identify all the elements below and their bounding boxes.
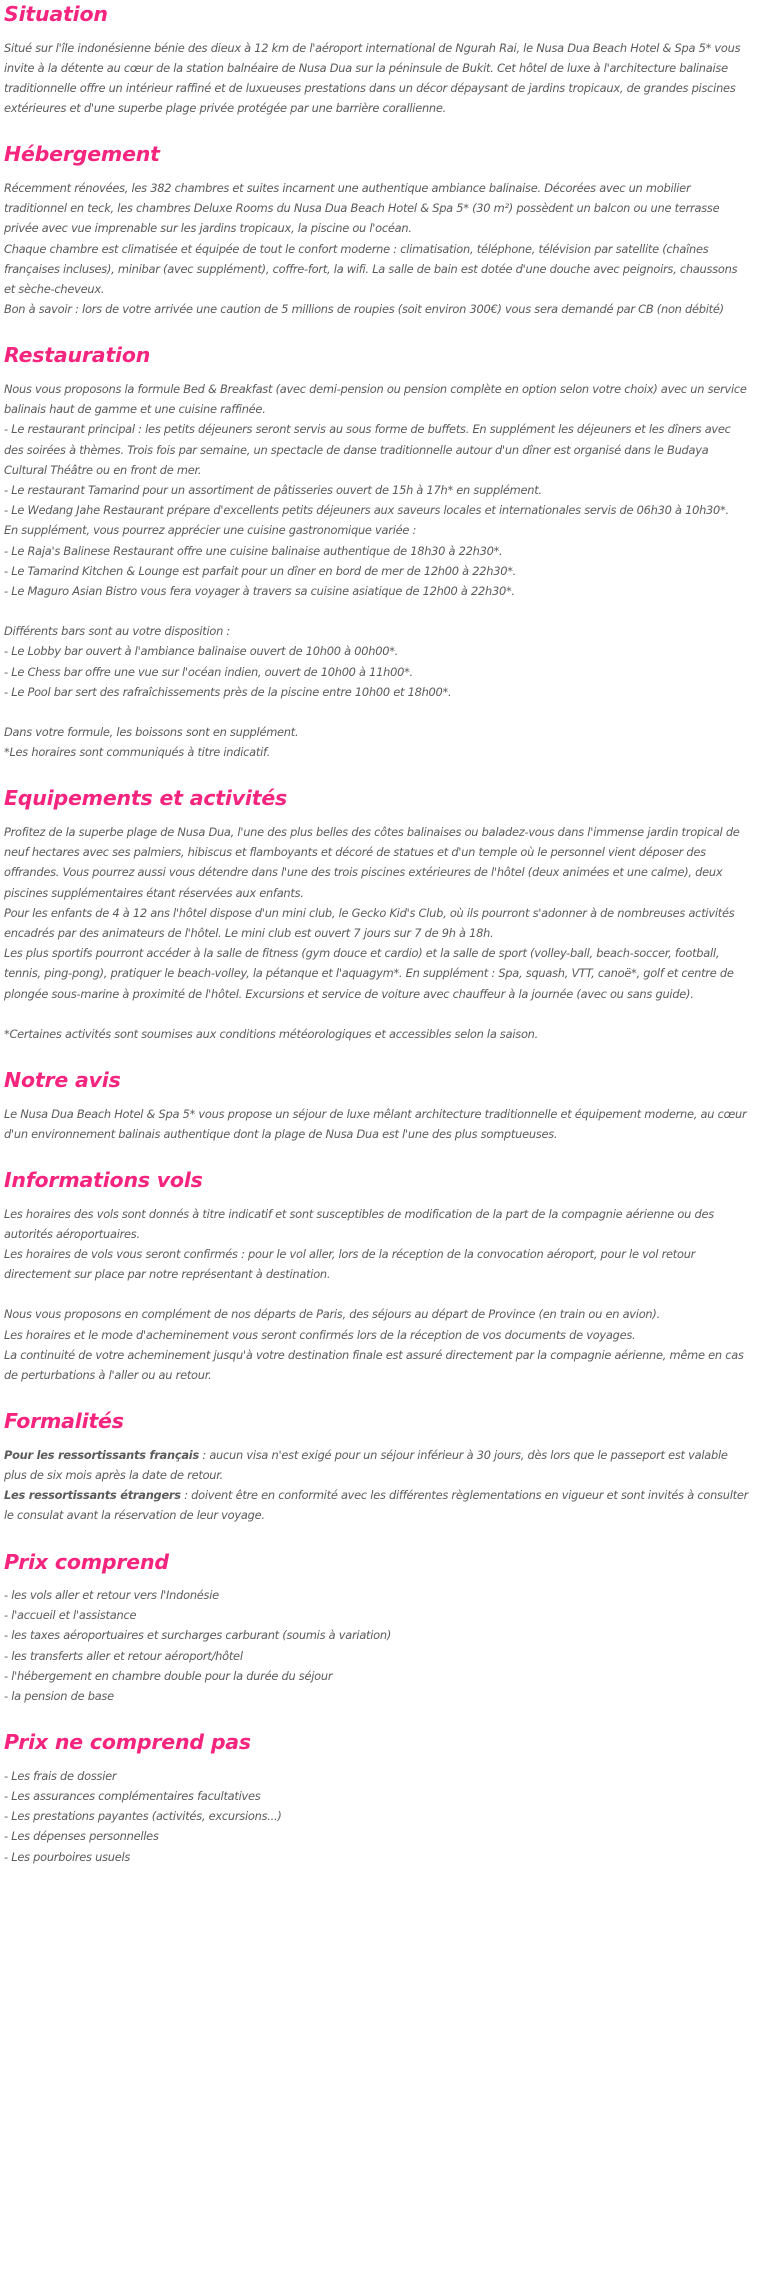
- list-item: - les vols aller et retour vers l'Indonésie: [4, 1588, 219, 1603]
- list-item: - Le Maguro Asian Bistro vous fera voyager à travers sa cuisine asiatique de 12h00 à 22h30*.: [4, 583, 515, 598]
- section-title-equipements: Equipements et activités: [4, 786, 288, 811]
- list-item: - Le restaurant Tamarind pour un assortiment de pâtisseries ouvert de 15h à 17h* en supplément.: [4, 482, 542, 497]
- list-item: - Les assurances complémentaires facultatives: [4, 1789, 261, 1804]
- list-item: - Le Wedang Jahe Restaurant prépare d'excellents petits déjeuners aux saveurs locales et internationales servis de 06h30 à 10h30*.: [4, 503, 729, 518]
- paragraph: Les plus sportifs pourront accéder à la salle de fitness (gym douce et cardio) et la salle de sport (volley-ball, beach-soccer, football, tennis, ping-pong), pratiquer le beach-volley, la pétanque et l'aquagym*. En supplément : Spa, squash, VTT, canoë*, golf et centre de plongée sous-marine à proximité de l'hôtel. Excursions et service de voiture avec chauffeur à la journée (avec ou sans guide).: [4, 946, 734, 1001]
- section-title-notre-avis: Notre avis: [4, 1067, 121, 1092]
- footnote: *Les horaires sont communiqués à titre indicatif.: [4, 745, 270, 760]
- section-restauration: [4, 344, 750, 762]
- paragraph: Nous vous proposons en complément de nos départs de Paris, des séjours au départ de Province (en train ou en avion).: [4, 1307, 660, 1322]
- paragraph: Différents bars sont au votre disposition :: [4, 624, 231, 639]
- document-page: [0, 3, 758, 1906]
- list-item: - Le Chess bar offre une vue sur l'océan indien, ouvert de 10h00 à 11h00*.: [4, 664, 413, 679]
- section-equipements: [4, 787, 750, 1044]
- list-item: - l'accueil et l'assistance: [4, 1608, 137, 1623]
- footnote: *Certaines activités sont soumises aux conditions météorologiques et accessibles selon la saison.: [4, 1026, 539, 1041]
- list-item: - Les frais de dossier: [4, 1768, 117, 1783]
- paragraph-rest: : doivent être en conformité avec les différentes règlementations en vigueur et sont invités à consulter le consulat avant la réservation de leur voyage.: [4, 1488, 749, 1523]
- blank-line: [4, 601, 750, 621]
- section-informations-vols: [4, 1169, 750, 1385]
- section-notre-avis: [4, 1069, 750, 1144]
- list-item: - l'hébergement en chambre double pour la durée du séjour: [4, 1668, 333, 1683]
- paragraph: - Le restaurant principal : les petits déjeuners seront servis au sous forme de buffets. En supplément les déjeuners et les dîners avec des soirées à thèmes. Trois fois par semaine, un spectacle de danse traditionnelle autour d'un dîner est organisé dans le Budaya Cultural Théâtre ou en front de mer.: [4, 422, 731, 477]
- list-item: - Le Tamarind Kitchen & Lounge est parfait pour un dîner en bord de mer de 12h00 à 22h30*.: [4, 563, 517, 578]
- section-hebergement: [4, 143, 750, 319]
- paragraph: [4, 1485, 750, 1525]
- paragraph: Les horaires des vols sont donnés à titre indicatif et sont susceptibles de modification de la part de la compagnie aérienne ou des autorités aéroportuaires.: [4, 1206, 714, 1241]
- section-title-situation: Situation: [4, 2, 108, 26]
- list-item: - Le Raja's Balinese Restaurant offre une cuisine balinaise authentique de 18h30 à 22h30*.: [4, 543, 503, 558]
- paragraph: Le Nusa Dua Beach Hotel & Spa 5* vous propose un séjour de luxe mêlant architecture traditionnelle et équipement moderne, au cœur d'un environnement balinais authentique dont la plage de Nusa Dua est l'une des plus somptueuses.: [4, 1106, 747, 1141]
- list-item: - les transferts aller et retour aéroport/hôtel: [4, 1648, 243, 1663]
- blank-line: [4, 702, 750, 722]
- paragraph: Dans votre formule, les boissons sont en supplément.: [4, 724, 299, 739]
- paragraph-lead: Les ressortissants étrangers: [4, 1488, 181, 1503]
- paragraph: Profitez de la superbe plage de Nusa Dua, l'une des plus belles des côtes balinaises ou baladez-vous dans l'immense jardin tropical de neuf hectares avec ses palmiers, hibiscus et flamboyants et décoré de statues et d'un temple où le personnel vient déposer des offrandes. Vous pourrez aussi vous détendre dans l'une des trois piscines extérieures de l'hôtel (deux animées et une calme), deux piscines supplémentaires étant réservées aux enfants.: [4, 824, 740, 900]
- section-title-prix-ne-comprend-pas: Prix ne comprend pas: [4, 1730, 251, 1755]
- section-formalites: [4, 1410, 750, 1525]
- paragraph: Pour les enfants de 4 à 12 ans l'hôtel dispose d'un mini club, le Gecko Kid's Club, où ils pourront s'adonner à de nombreuses activités encadrés par des animateurs de l'hôtel. Le mini club est ouvert 7 jours sur 7 de 9h à 18h.: [4, 905, 735, 940]
- section-situation: [4, 3, 750, 118]
- paragraph: Les horaires de vols vous seront confirmés : pour le vol aller, lors de la réception de la convocation aéroport, pour le vol retour directement sur place par notre représentant à destination.: [4, 1246, 696, 1282]
- list-item: - Les dépenses personnelles: [4, 1829, 159, 1844]
- paragraph: Récemment rénovées, les 382 chambres et suites incarnent une authentique ambiance balinaise. Décorées avec un mobilier traditionnel en teck, les chambres Deluxe Rooms du Nusa Dua Beach Hotel & Spa 5* (30 m²) possèdent un balcon ou une terrasse privée avec vue imprenable sur les jardins tropicaux, la piscine ou l'océan.: [4, 180, 720, 236]
- paragraph: Les horaires et le mode d'acheminement vous seront confirmés lors de la réception de vos documents de voyages.: [4, 1327, 636, 1342]
- list-item: - les taxes aéroportuaires et surcharges carburant (soumis à variation): [4, 1628, 392, 1643]
- paragraph-lead: Pour les ressortissants français: [4, 1447, 199, 1462]
- list-item: - Le Pool bar sert des rafraîchissements près de la piscine entre 10h00 et 18h00*.: [4, 684, 452, 699]
- paragraph-rest: : aucun visa n'est exigé pour un séjour inférieur à 30 jours, dès lors que le passeport est valable plus de six mois après la date de retour.: [4, 1447, 728, 1482]
- section-title-restauration: Restauration: [4, 343, 151, 368]
- paragraph: Chaque chambre est climatisée et équipée de tout le confort moderne : climatisation, téléphone, télévision par satellite (chaînes françaises incluses), minibar (avec supplément), coffre-fort, la wifi. La salle de bain est dotée d'une douche avec peignoirs, chaussons et sèche-cheveux.: [4, 241, 738, 296]
- paragraph: Nous vous proposons la formule Bed & Breakfast (avec demi-pension ou pension complète en option selon votre choix) avec un service balinais haut de gamme et une cuisine raffinée.: [4, 381, 747, 417]
- section-prix-comprend: [4, 1551, 750, 1707]
- paragraph: La continuité de votre acheminement jusqu'à votre destination finale est assuré directement par la compagnie aérienne, même en cas de perturbations à l'aller ou au retour.: [4, 1347, 744, 1382]
- paragraph: Bon à savoir : lors de votre arrivée une caution de 5 millions de roupies (soit environ 300€) vous sera demandé par CB (non débité): [4, 302, 724, 317]
- list-item: - Les pourboires usuels: [4, 1849, 131, 1864]
- paragraph: Situé sur l'île indonésienne bénie des dieux à 12 km de l'aéroport international de Ngurah Rai, le Nusa Dua Beach Hotel & Spa 5* vous invite à la détente au cœur de la station balnéaire de Nusa Dua sur la péninsule de Bukit. Cet hôtel de luxe à l'architecture balinaise traditionnelle offre un intérieur raffiné et de luxueuses prestations dans un décor dépaysant de jardins tropicaux, de grandes piscines extérieures et d'une superbe plage privée protégée par une barrière corallienne.: [4, 40, 741, 116]
- blank-line: [4, 1004, 750, 1024]
- list-item: - Le Lobby bar ouvert à l'ambiance balinaise ouvert de 10h00 à 00h00*.: [4, 644, 399, 659]
- paragraph: [4, 1445, 750, 1485]
- section-title-informations-vols: Informations vols: [4, 1167, 203, 1192]
- section-title-formalites: Formalités: [4, 1409, 124, 1434]
- section-prix-ne-comprend-pas: [4, 1731, 750, 1867]
- list-item: - Les prestations payantes (activités, excursions...): [4, 1809, 282, 1824]
- section-title-prix-comprend: Prix comprend: [4, 1549, 169, 1574]
- blank-line: [4, 1284, 750, 1304]
- list-item: - la pension de base: [4, 1689, 114, 1704]
- section-title-hebergement: Hébergement: [4, 142, 160, 167]
- paragraph: En supplément, vous pourrez apprécier une cuisine gastronomique variée :: [4, 523, 417, 538]
